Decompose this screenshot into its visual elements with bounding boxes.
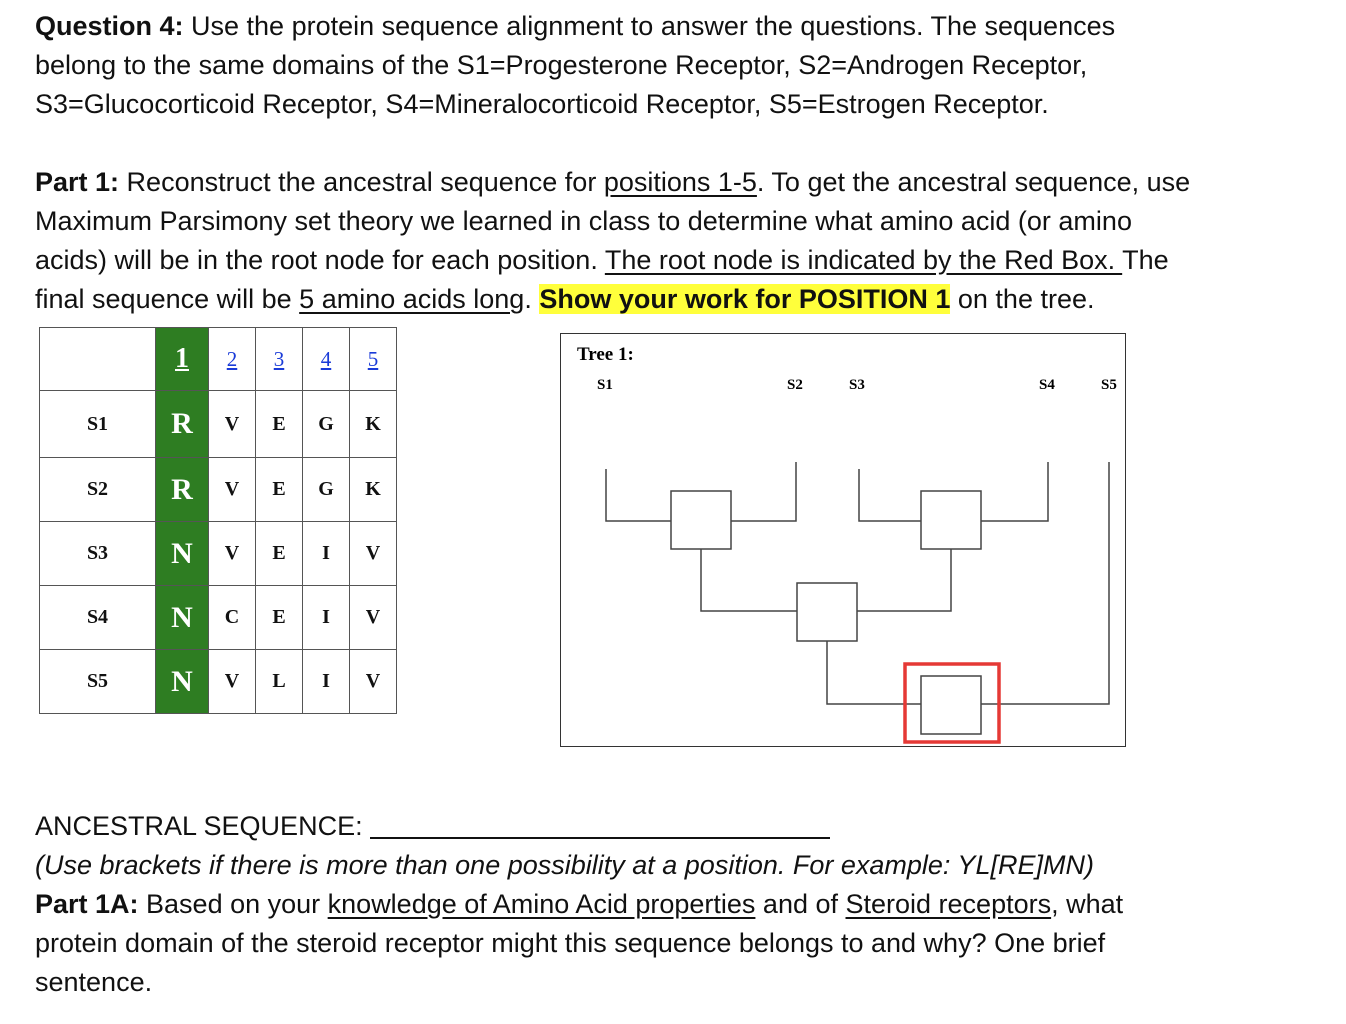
position-header: 1 <box>156 328 209 391</box>
branch-node1 <box>701 549 797 611</box>
residue-cell: V <box>350 522 397 586</box>
branch-node3 <box>827 641 921 704</box>
question-label: Question 4: <box>35 11 184 41</box>
sequence-label: S5 <box>40 650 156 714</box>
position-header: 4 <box>303 328 350 391</box>
node-box <box>797 583 857 641</box>
residue-cell: V <box>209 522 256 586</box>
residue-cell: N <box>156 522 209 586</box>
ancestral-sequence-label: ANCESTRAL SEQUENCE: <box>35 811 371 841</box>
residue-cell: N <box>156 586 209 650</box>
header-corner <box>40 328 156 391</box>
sequence-label: S3 <box>40 522 156 586</box>
position-header: 5 <box>350 328 397 391</box>
part1a-label: Part 1A: <box>35 889 139 919</box>
residue-cell: K <box>350 458 397 522</box>
residue-cell: L <box>256 650 303 714</box>
residue-cell: K <box>350 391 397 458</box>
phylogenetic-tree <box>560 333 1126 747</box>
position-header: 2 <box>209 328 256 391</box>
question-text: Question 4: Use the protein sequence alignment to answer the questions. The sequences belong to the same domains of the S1=Progesterone Receptor, S2=Androgen Receptor, S3=Glucocorticoid Receptor, S4=Mineralocorticoid Receptor, S5=Estrogen Receptor. <box>35 11 1116 119</box>
residue-cell: E <box>256 458 303 522</box>
residue-cell: N <box>156 650 209 714</box>
part1-label: Part 1: <box>35 167 120 197</box>
residue-cell: V <box>350 586 397 650</box>
branch-s4 <box>981 462 1048 521</box>
answer-blank[interactable] <box>370 807 830 839</box>
answer-section: ANCESTRAL SEQUENCE: (Use brackets if there is more than one possibility at a position. For example: YL[RE]MN) Part 1A: Based on your knowledge of Amino Acid properties and of Steroid receptors, what protein domain of the steroid receptor might this sequence belongs to and why? One brief sentence. <box>35 807 1315 1002</box>
branch-s3 <box>859 469 921 521</box>
leaf-label: S5 <box>1101 377 1117 393</box>
residue-cell: G <box>303 458 350 522</box>
residue-cell: V <box>209 458 256 522</box>
residue-cell: V <box>209 391 256 458</box>
highlighted-instruction: Show your work for POSITION 1 <box>539 284 951 314</box>
alignment-row <box>40 586 397 650</box>
tree-branches <box>606 462 1109 734</box>
sequence-label: S4 <box>40 586 156 650</box>
alignment-header-row <box>40 328 397 391</box>
residue-cell: C <box>209 586 256 650</box>
residue-cell: G <box>303 391 350 458</box>
leaf-label: S4 <box>1039 377 1055 393</box>
residue-cell: E <box>256 391 303 458</box>
alignment-row <box>40 458 397 522</box>
sequence-label: S2 <box>40 458 156 522</box>
residue-cell: I <box>303 650 350 714</box>
residue-cell: R <box>156 458 209 522</box>
branch-s1 <box>606 469 671 521</box>
alignment-row <box>40 522 397 586</box>
alignment-table <box>39 327 397 714</box>
alignment-row <box>40 650 397 714</box>
tree-title: Tree 1: <box>577 344 634 365</box>
alignment-row <box>40 391 397 458</box>
branch-s2 <box>731 462 796 521</box>
leaf-label: S3 <box>849 377 865 393</box>
position-header: 3 <box>256 328 303 391</box>
sequence-label: S1 <box>40 391 156 458</box>
residue-cell: E <box>256 522 303 586</box>
answer-hint: (Use brackets if there is more than one possibility at a position. For example: YL[RE]MN) <box>35 850 1094 880</box>
residue-cell: I <box>303 522 350 586</box>
node-box <box>671 491 731 549</box>
residue-cell: R <box>156 391 209 458</box>
residue-cell: V <box>209 650 256 714</box>
part1-instructions: Part 1: Reconstruct the ancestral sequence for positions 1-5. To get the ancestral sequence, use Maximum Parsimony set theory we learned in class to determine what amino acid (or amino acids) will be in the root node for each position. The root node is indicated by the Red Box. The final sequence will be 5 amino acids long. Show your work for POSITION 1 on the tree. <box>35 167 1191 314</box>
tree-diagram <box>561 334 1127 748</box>
leaf-label: S1 <box>597 377 613 393</box>
residue-cell: V <box>350 650 397 714</box>
branch-node2 <box>857 549 951 611</box>
leaf-label: S2 <box>787 377 803 393</box>
residue-cell: I <box>303 586 350 650</box>
residue-cell: E <box>256 586 303 650</box>
node-box <box>921 491 981 549</box>
root-node-box <box>921 676 981 734</box>
